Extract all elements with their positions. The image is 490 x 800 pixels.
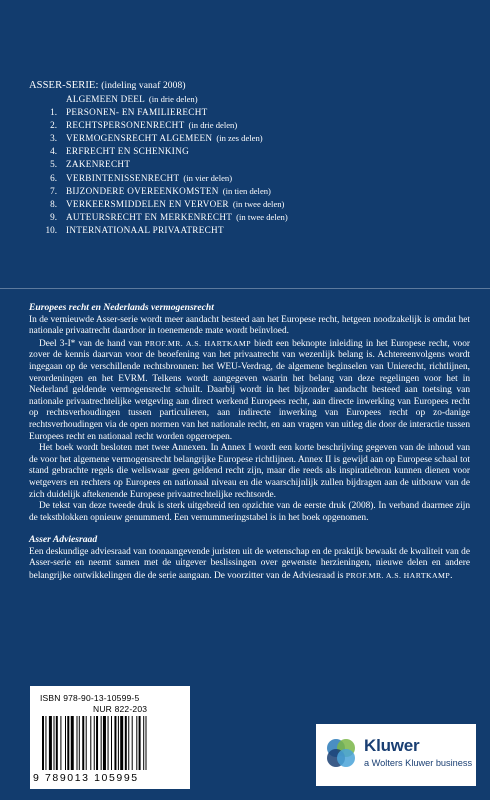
- series-item-name: ERFRECHT EN SCHENKING: [66, 146, 190, 157]
- series-item: [29, 185, 469, 198]
- series-item-number: 4.: [50, 146, 57, 157]
- paragraph-text: Een deskundige adviesraad van toonaangevende juristen uit de wetenschap en de praktijk bewaakt de kwaliteit van de Asser-serie en neemt samen met de uitgever beslissingen over gewenste herzieningen, nieuwe delen en andere belangrijke ontwikkelingen die de serie aangaan. De voorzitter van de Adviesraad is: [29, 546, 470, 582]
- series-item-number: 9.: [50, 211, 57, 222]
- series-item-note: (in vier delen): [183, 172, 233, 183]
- series-item-name: ZAKENRECHT: [66, 159, 131, 170]
- series-item-number: 2.: [50, 120, 57, 131]
- series-item-number: 5.: [50, 159, 57, 170]
- series-item-note: (in zes delen): [216, 133, 263, 144]
- series-item-number: [29, 93, 66, 106]
- publisher-logo: [316, 724, 476, 786]
- series-item-number: 6.: [50, 172, 57, 183]
- series-item-name: ALGEMEEN DEEL: [66, 94, 145, 104]
- series-item: [29, 106, 469, 119]
- series-item: [29, 119, 469, 132]
- paragraph: [29, 547, 470, 583]
- series-item: [29, 132, 469, 145]
- series-item-name: BIJZONDERE OVEREENKOMSTEN: [66, 185, 219, 196]
- series-item: [29, 211, 469, 224]
- series-item: [29, 172, 469, 185]
- paragraph-text: biedt een beknopte inleiding in het Europese recht, voor zover de kennis daarvan voor de beoefening van het privaatrecht van wezenlijk belang is. Achtereenvolgens wordt ingegaan op de verschillende rechtsbronnen: het WEU-Verdrag, de algemene beginselen van Unierecht, richtlijnen, verordeningen en het EVRM. Telkens wordt aangegeven waarin het belang van deze regelingen voor het in Nederland geldende vermogensrecht schuilt. Daarbij wordt in het bijzonder aandacht besteed aan toetsing van nationale privaatrechtelijke wetgeving aan direct werkend Europees recht, aan directe inwerking van Europees recht op rechtsverhoudingen tussen particulieren, aan indirecte inwerking van Europees recht op zo-danige rechtsverhoudingen via de open normen van het nationale recht, en aan vragen van uitleg die door de interactie tussen Europees recht en nationaal recht worden opgeroepen.: [29, 338, 470, 442]
- section-heading: Europees recht en Nederlands vermogensrecht: [29, 302, 214, 313]
- paragraph: Het boek wordt besloten met twee Annexen. In Annex I wordt een korte beschrijving gegeven van de inhoud van de voor het algemene vermogensrecht belangrijke Europese richtlijnen. Annex II is gewijd aan op Europese schaal tot stand gebrachte regels die weliswaar geen geldend recht zijn, maar die reeds als inspiratiebron kunnen dienen voor wetgevers en rechters op Europees en nationaal niveau en die waarschijnlijk zullen bijdragen aan de uitbouw van de zich duidelijk aftekenende Europese privaatrechtelijke rechtsorde.: [29, 443, 470, 500]
- paragraph: [29, 338, 470, 443]
- series-item-name: PERSONEN- EN FAMILIERECHT: [66, 107, 208, 118]
- paragraph: De tekst van deze tweede druk is sterk uitgebreid ten opzichte van de eerste druk (2008). In verband daarmee zijn de tekstblokken opnieuw genummerd. Een vernummeringstabel is in het boek opgenomen.: [29, 501, 470, 523]
- isbn-text: ISBN 978-90-13-10599-5: [40, 693, 140, 703]
- publisher-name: Kluwer: [364, 736, 420, 755]
- paragraph-text: Deel 3-I* van de hand van: [39, 338, 146, 349]
- section-heading: Asser Adviesraad: [29, 534, 98, 546]
- blurb: [29, 302, 470, 583]
- series-title-label: ASSER-SERIE:: [29, 80, 99, 91]
- series-item: [29, 145, 469, 158]
- series-item: [29, 93, 469, 106]
- series-title: [29, 80, 469, 91]
- author-name: PROF.MR. A.S. HARTKAMP: [145, 338, 251, 348]
- paragraph-text: .: [450, 571, 453, 582]
- barcode-digits: 9 789013 105995: [33, 772, 139, 784]
- series-item-name: VERBINTENISSENRECHT: [66, 172, 180, 183]
- series-items: [29, 93, 469, 237]
- series-item-note: (in drie delen): [148, 94, 198, 104]
- series-item-number: 1.: [50, 107, 57, 118]
- series-item: [29, 198, 469, 211]
- series-item-note: (in twee delen): [232, 198, 285, 209]
- series-subtitle: (indeling vanaf 2008): [101, 81, 186, 91]
- author-name: PROF.MR. A.S. HARTKAMP: [345, 571, 451, 581]
- series-item-name: VERKEERSMIDDELEN EN VERVOER: [66, 198, 229, 209]
- series-item-number: 3.: [50, 133, 57, 144]
- series-item-name: AUTEURSRECHT EN MERKENRECHT: [66, 211, 233, 222]
- series-item-name: INTERNATIONAAL PRIVAATRECHT: [66, 224, 224, 235]
- divider: [0, 288, 490, 289]
- barcode-label: [30, 686, 190, 789]
- series-item-note: (in twee delen): [236, 211, 288, 222]
- barcode-icon: [42, 716, 178, 772]
- paragraph: In de vernieuwde Asser-serie wordt meer aandacht besteed aan het Europese recht, hetgeen noodzakelijk is omdat het nationale privaatrecht daardoor in toenemende mate wordt beïnvloed.: [29, 314, 470, 337]
- series-item-name: VERMOGENSRECHT ALGEMEEN: [66, 133, 213, 144]
- series-item-number: 10.: [45, 224, 57, 235]
- series-item-note: (in drie delen): [188, 120, 238, 131]
- series-item: [29, 224, 469, 237]
- nur-text: NUR 822-203: [93, 704, 148, 714]
- publisher-tagline: a Wolters Kluwer business: [364, 758, 473, 768]
- series-list-block: [29, 80, 469, 237]
- series-item: [29, 158, 469, 171]
- series-item-number: 8.: [50, 198, 57, 209]
- series-item-number: 7.: [50, 185, 57, 196]
- series-item-note: (in tien delen): [222, 185, 271, 196]
- series-item-name: RECHTSPERSONENRECHT: [66, 120, 185, 131]
- kluwer-logo-icon: [324, 736, 358, 770]
